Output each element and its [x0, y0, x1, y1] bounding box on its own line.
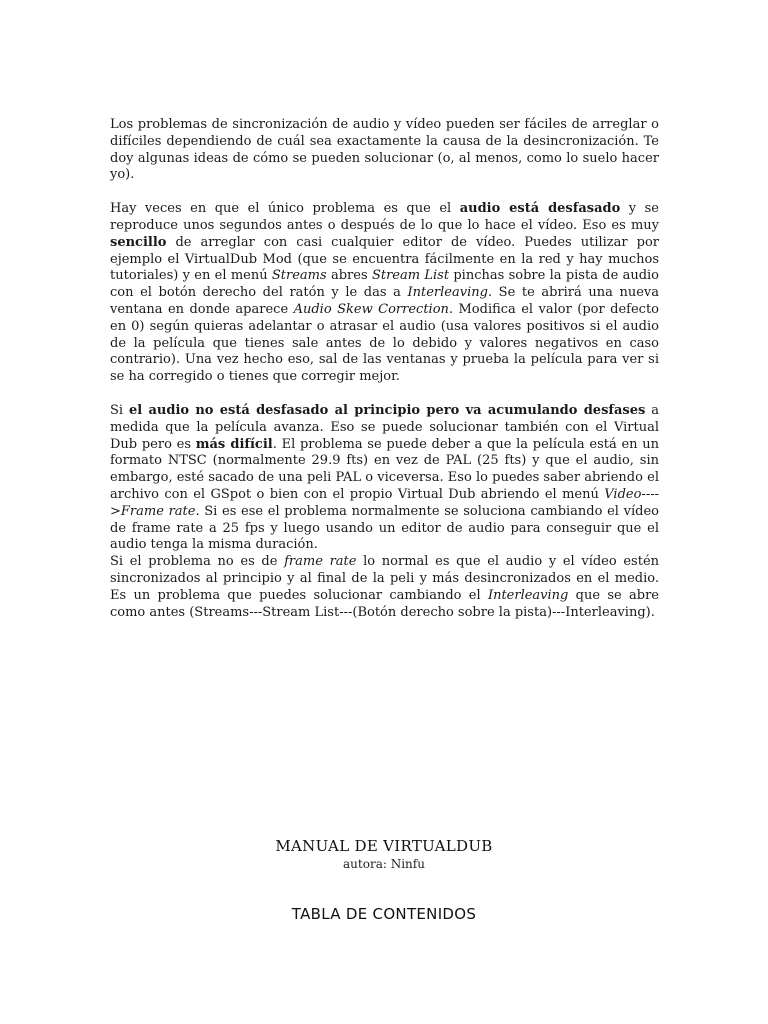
text-run: Hay veces en que el único problema es que el: [110, 201, 460, 217]
toc-heading: TABLA DE CONTENIDOS: [291, 905, 477, 923]
bold-text: más difícil: [195, 436, 273, 452]
italic-text: Streams: [271, 268, 327, 284]
text-run: . Si es ese el problema normalmente se soluciona cambiando el vídeo de frame rate a 25 fps y luego usando un editor de audio para conseguir que el audio tenga la misma duración.: [110, 503, 659, 553]
manual-title: MANUAL DE VIRTUALDUB: [275, 837, 493, 855]
paragraph-desfase-acumulado: [110, 403, 659, 554]
text-run: a medida que la película avanza. Eso se puede solucionar también con el Virtual Dub pero es: [110, 402, 659, 452]
text-run: pinchas sobre la pista de audio con el botón derecho del ratón y le das a: [110, 268, 659, 301]
paragraph-desfase: [110, 201, 659, 386]
bold-text: audio está desfasado: [459, 201, 621, 217]
text-run: y se reproduce unos segundos antes o después de lo que lo hace el vídeo. Eso es muy: [110, 201, 659, 233]
italic-text: Interleaving: [407, 285, 488, 301]
paragraph-intro: Los problemas de sincronización de audio y vídeo pueden ser fáciles de arreglar o difíciles dependiendo de cuál sea exactamente la causa de la desincronización. Te doy algunas ideas de cómo se pueden solucionar (o, al menos, como lo suelo hacer yo).: [110, 117, 659, 183]
text-run: lo normal es que el audio y el vídeo estén sincronizados al principio y al final de la peli y más desincronizados en el medio. Es un problema que puedes solucionar cambiando el: [110, 554, 660, 603]
italic-text: Interleaving: [487, 587, 569, 603]
italic-text: Video---->Frame rate: [110, 486, 659, 519]
text-run: . Modifica el valor (por defecto en 0) según quieras adelantar o atrasar el audio (usa valores positivos si el audio de la película que tienes sale antes de lo debido y valores negativos en caso contrario). Una vez hecho eso, sal de las ventanas y prueba la película para ver si se ha corregido o tienes que corregir mejor.: [110, 301, 659, 385]
bold-text: sencillo: [110, 234, 167, 250]
paragraph-interleaving: [110, 554, 659, 621]
italic-text: Audio Skew Correction: [293, 301, 449, 317]
bold-text: el audio no está desfasado al principio pero va acumulando desfases: [128, 402, 646, 418]
text-run: que se abre como antes (Streams---Stream List---(Botón derecho sobre la pista)---Interleaving).: [110, 587, 659, 620]
text-run: . El problema se puede deber a que la película está en un formato NTSC (normalmente 29.9 fts) en vez de PAL (25 fts) y que el audio, sin embargo, esté sacado de una peli PAL o viceversa. Eso lo puedes saber abriendo el archivo con el GSpot o bien con el propio Virtual Dub abriendo el menú: [110, 436, 659, 502]
italic-text: frame rate: [284, 554, 357, 570]
body-text: [110, 117, 659, 638]
text-run: Si el problema no es de: [110, 554, 285, 570]
text-run: abres: [326, 268, 372, 284]
text-run: . Se te abrirá una nueva ventana en donde aparece: [110, 285, 659, 317]
text-run: Si: [110, 402, 129, 418]
italic-text: Stream List: [371, 268, 450, 284]
author-line: autora: Ninfu: [343, 857, 425, 871]
text-run: de arreglar con casi cualquier editor de vídeo. Puedes utilizar por ejemplo el VirtualDub Mod (que se encuentra fácilmente en la red y hay muchos tutoriales) y en el menú: [110, 234, 659, 284]
